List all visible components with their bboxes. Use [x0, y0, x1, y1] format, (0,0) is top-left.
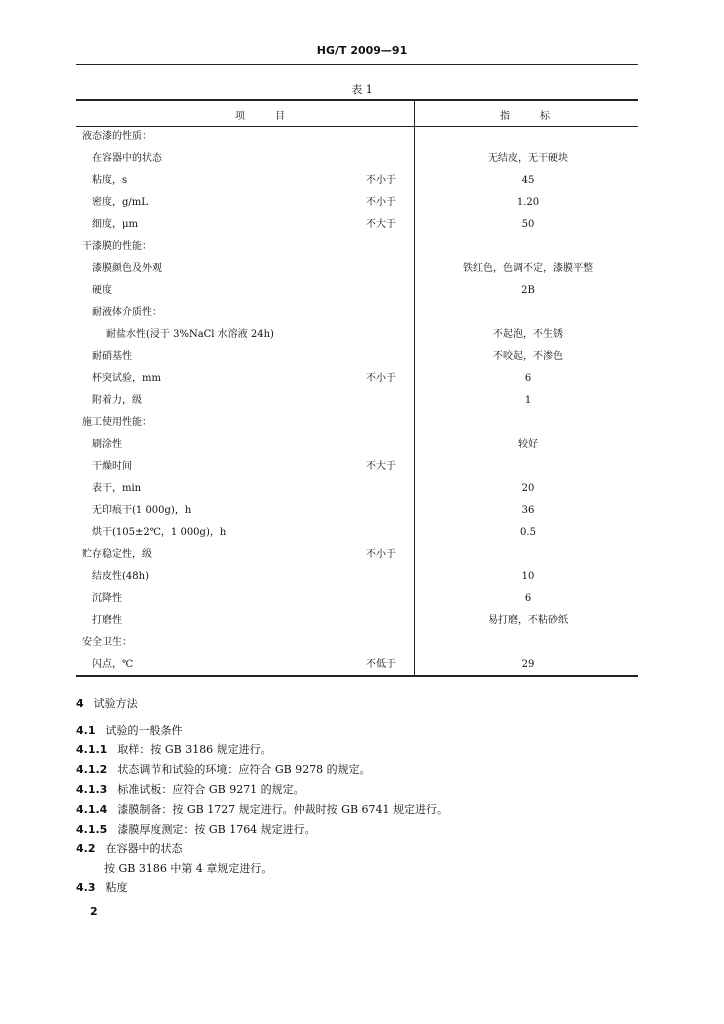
- row-item: 漆膜颜色及外观: [92, 263, 162, 274]
- section-h3: [76, 743, 272, 757]
- row-value: 1.20: [516, 197, 540, 208]
- section-text: 状态调节和试验的环境：应符合 GB 9278 的规定。: [117, 763, 371, 776]
- table-caption: 表 1: [351, 83, 373, 96]
- table-row: [0, 570, 724, 592]
- section-number: 4.2: [76, 842, 96, 855]
- section-text: 漆膜厚度测定：按 GB 1764 规定进行。: [117, 823, 316, 836]
- table-row: [0, 658, 724, 680]
- table-row: [0, 592, 724, 614]
- row-item: 密度，g/mL: [92, 197, 148, 208]
- row-item: 干燥时间: [92, 461, 132, 472]
- row-item: 结皮性(48h): [92, 571, 149, 582]
- row-item: 细度，μm: [92, 219, 138, 230]
- table-row: [0, 240, 724, 262]
- row-value: 易打磨，不粘砂纸: [488, 615, 568, 626]
- row-item: 液态漆的性质：: [82, 131, 152, 142]
- section-h2: [76, 881, 128, 895]
- section-h2: [76, 724, 183, 738]
- row-value: 0.5: [520, 527, 536, 538]
- row-item: 杯突试验，mm: [92, 373, 161, 384]
- section-number: 4.1.3: [76, 783, 108, 796]
- section-text: 在容器中的状态: [105, 842, 183, 855]
- section-number: 4.1.4: [76, 803, 108, 816]
- section-h3: [76, 803, 448, 817]
- table-row: [0, 218, 724, 240]
- table-row: [0, 548, 724, 570]
- table-row: [0, 372, 724, 394]
- column-header-index: 指 标: [500, 111, 550, 122]
- section-number: 4.1.2: [76, 763, 108, 776]
- section-number: 4.1.1: [76, 743, 108, 756]
- row-condition: 不大于: [366, 461, 396, 472]
- section-text: 漆膜制备：按 GB 1727 规定进行。仲裁时按 GB 6741 规定进行。: [117, 803, 449, 816]
- table-row: [0, 526, 724, 548]
- row-value: 铁红色，色调不定，漆膜平整: [463, 263, 593, 274]
- column-header-item: 项 目: [235, 111, 285, 122]
- row-value: 6: [524, 373, 532, 384]
- row-item: 沉降性: [92, 593, 122, 604]
- row-value: 不咬起，不渗色: [493, 351, 563, 362]
- row-item: 闪点，℃: [92, 659, 134, 670]
- table-header-rule: [76, 126, 638, 127]
- row-item: 耐硝基性: [92, 351, 132, 362]
- row-value: 50: [521, 219, 535, 230]
- row-item: 耐盐水性(浸于 3%NaCl 水溶液 24h): [106, 329, 274, 340]
- section-h3: [76, 823, 316, 837]
- table-row: [0, 482, 724, 504]
- row-value: 20: [521, 483, 535, 494]
- row-condition: 不小于: [366, 549, 396, 560]
- table-row: [0, 306, 724, 328]
- row-item: 表干，min: [92, 483, 142, 494]
- standard-number: HG/T 2009—91: [316, 44, 408, 57]
- page-number: 2: [90, 905, 98, 918]
- row-item: 无印痕干(1 000g)，h: [92, 505, 192, 516]
- table-row: [0, 394, 724, 416]
- table-row: [0, 614, 724, 636]
- row-value: 不起泡，不生锈: [493, 329, 563, 340]
- section-number: 4.1: [76, 724, 96, 737]
- table-row: [0, 262, 724, 284]
- section-text: 试验的一般条件: [105, 724, 183, 737]
- row-item: 粘度，s: [92, 175, 128, 186]
- section-h1: [76, 697, 138, 711]
- row-item: 施工使用性能：: [82, 417, 152, 428]
- row-value: 无结皮，无干硬块: [488, 153, 568, 164]
- section-number: 4.3: [76, 881, 96, 894]
- row-item: 安全卫生：: [82, 637, 132, 648]
- section-text: 按 GB 3186 中第 4 章规定进行。: [104, 862, 273, 875]
- table-row: [0, 504, 724, 526]
- row-item: 烘干(105±2℃，1 000g)，h: [92, 527, 227, 538]
- table-row: [0, 460, 724, 482]
- row-condition: 不大于: [366, 219, 396, 230]
- row-item: 打磨性: [92, 615, 122, 626]
- row-condition: 不小于: [366, 373, 396, 384]
- table-row: [0, 196, 724, 218]
- row-value: 10: [521, 571, 535, 582]
- section-text: 试验方法: [93, 697, 138, 710]
- section-number: 4: [76, 697, 84, 710]
- row-value: 2B: [521, 285, 535, 296]
- section-text: 粘度: [105, 881, 128, 894]
- row-condition: 不小于: [366, 197, 396, 208]
- row-item: 在容器中的状态: [92, 153, 162, 164]
- row-condition: 不低于: [366, 659, 396, 670]
- section-number: 4.1.5: [76, 823, 108, 836]
- header-rule: [76, 64, 638, 65]
- table-row: [0, 350, 724, 372]
- section-text: 取样：按 GB 3186 规定进行。: [117, 743, 272, 756]
- row-item: 附着力，级: [92, 395, 142, 406]
- table-row: [0, 130, 724, 152]
- section-h2: [76, 842, 183, 856]
- table-row: [0, 284, 724, 306]
- table-row: [0, 438, 724, 460]
- section-h3: [76, 783, 305, 797]
- row-value: 较好: [518, 439, 538, 450]
- table-top-rule: [76, 99, 638, 101]
- row-item: 干漆膜的性能：: [82, 241, 152, 252]
- row-value: 1: [524, 395, 532, 406]
- section-text: 标准试板：应符合 GB 9271 的规定。: [117, 783, 305, 796]
- section-para: [104, 862, 272, 876]
- section-h3: [76, 763, 371, 777]
- table-row: [0, 636, 724, 658]
- row-item: 耐液体介质性：: [92, 307, 162, 318]
- row-item: 贮存稳定性，级: [82, 549, 152, 560]
- row-value: 6: [524, 593, 532, 604]
- table-row: [0, 174, 724, 196]
- row-value: 45: [521, 175, 535, 186]
- row-condition: 不小于: [366, 175, 396, 186]
- table-row: [0, 416, 724, 438]
- row-value: 36: [521, 505, 535, 516]
- row-value: 29: [521, 659, 535, 670]
- table-row: [0, 328, 724, 350]
- row-item: 硬度: [92, 285, 112, 296]
- table-row: [0, 152, 724, 174]
- row-item: 刷涂性: [92, 439, 122, 450]
